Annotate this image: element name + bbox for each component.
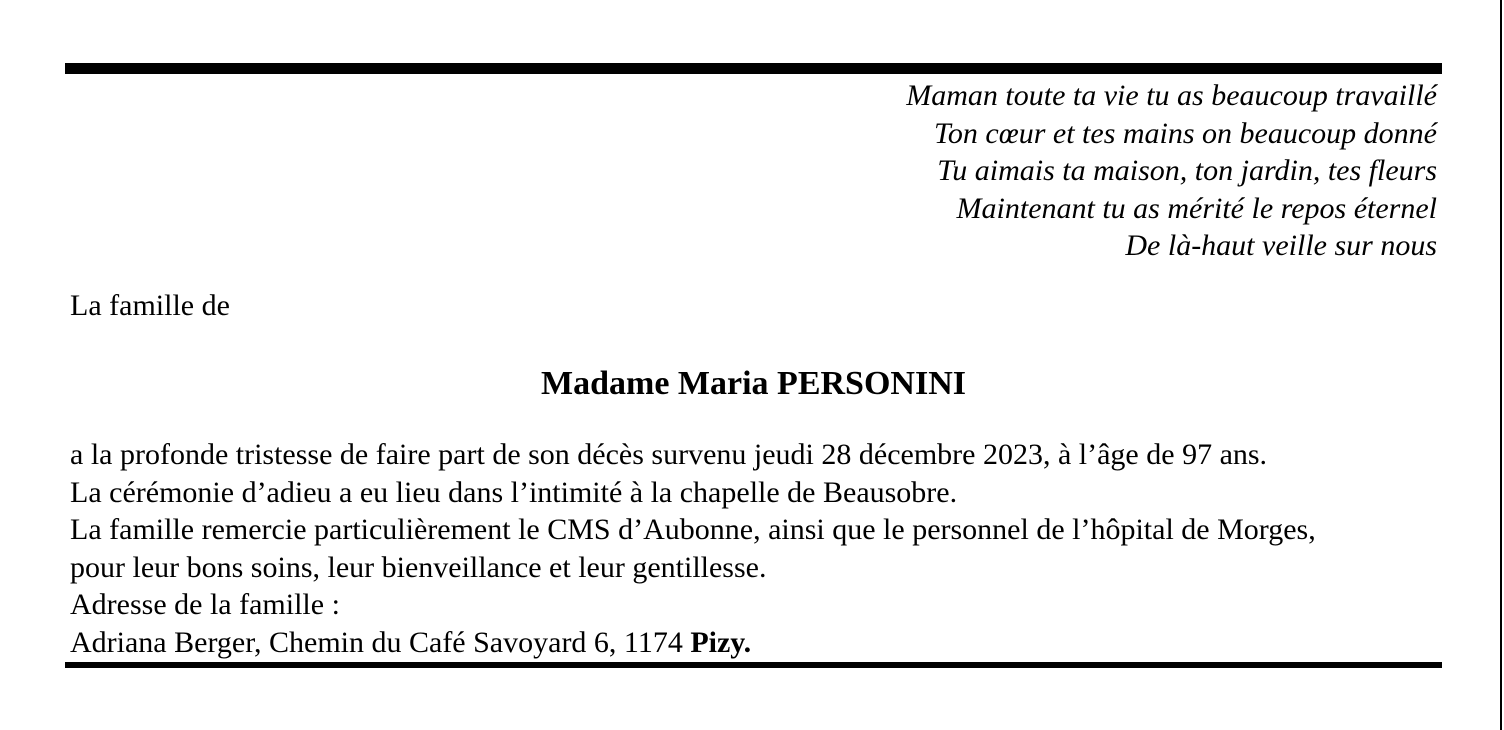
announcement-line: La famille remercie particulièrement le CMS d’Aubonne, ainsi que le personnel de l’hôpital de Morges, xyxy=(70,513,1316,546)
page-right-border xyxy=(1500,0,1502,730)
announcement-body xyxy=(65,436,1442,661)
death-notice-content xyxy=(65,0,1442,668)
announcement-line: a la profonde tristesse de faire part de son décès survenu jeudi 28 décembre 2023, à l’âge de 97 ans. xyxy=(70,438,1268,471)
epitaph-line: De là-haut veille sur nous xyxy=(1125,229,1437,262)
bottom-rule xyxy=(65,662,1442,668)
family-address-label: Adresse de la famille : xyxy=(70,588,340,621)
intro-text: La famille de xyxy=(70,288,230,322)
epitaph-line: Ton cœur et tes mains on beaucoup donné xyxy=(933,116,1437,150)
epitaph-line: Tu aimais ta maison, ton jardin, tes fleurs xyxy=(937,154,1437,187)
top-rule xyxy=(65,63,1442,74)
announcement-line: La cérémonie d’adieu a eu lieu dans l’intimité à la chapelle de Beausobre. xyxy=(70,475,958,509)
family-address-line xyxy=(70,624,1442,662)
family-address-locality: Pizy. xyxy=(690,625,752,659)
epitaph-line: Maman toute ta vie tu as beaucoup travaillé xyxy=(906,79,1437,112)
epitaph-poem xyxy=(65,77,1442,265)
epitaph-line: Maintenant tu as mérité le repos éternel xyxy=(956,191,1437,225)
announcement-line: pour leur bons soins, leur bienveillance et leur gentillesse. xyxy=(70,550,767,584)
family-address-text: Adriana Berger, Chemin du Café Savoyard 6, 1174 xyxy=(70,625,691,659)
deceased-name: Madame Maria PERSONINI xyxy=(541,365,966,402)
